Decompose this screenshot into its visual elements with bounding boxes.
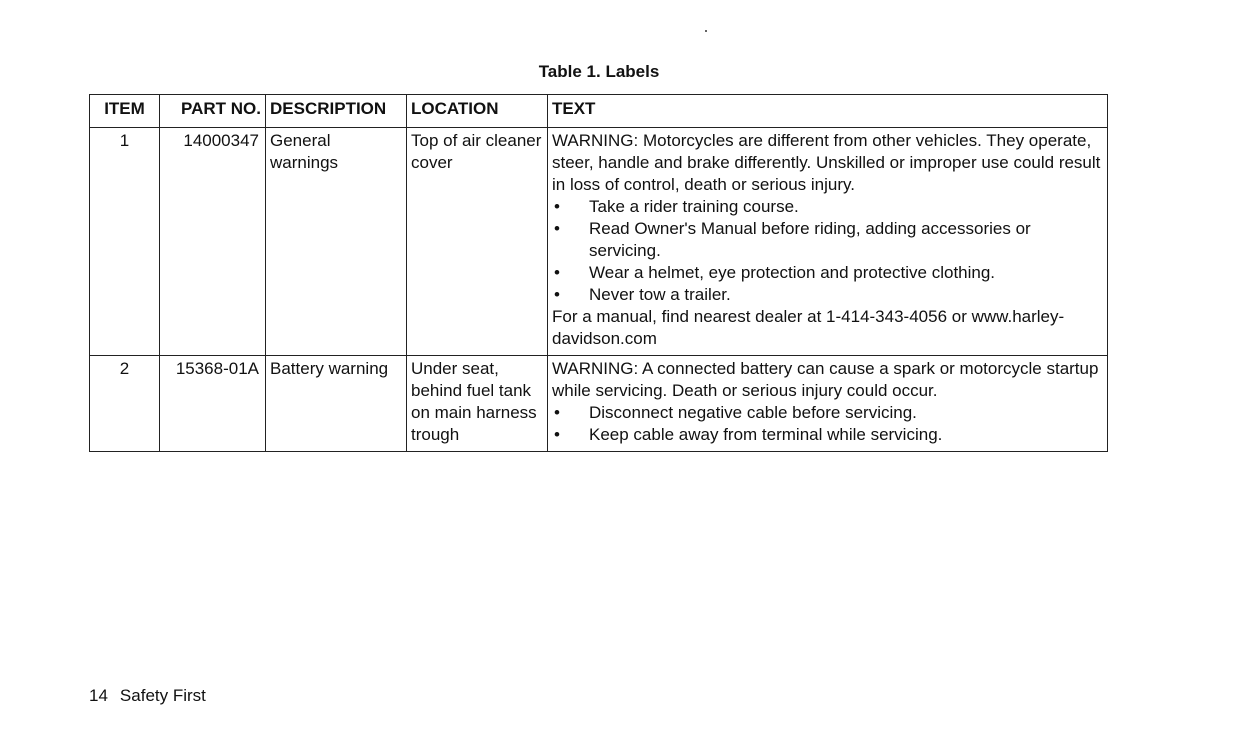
labels-table: [89, 94, 1108, 452]
closing-text: For a manual, find nearest dealer at 1-414-343-4056 or www.harley-davidson.com: [552, 307, 1065, 348]
table-header-row: [90, 95, 1108, 128]
cell-item: 2: [90, 356, 160, 452]
cell-text: [548, 128, 1108, 356]
header-location: LOCATION: [407, 95, 548, 128]
header-part-no: PART NO.: [160, 95, 266, 128]
header-text: TEXT: [548, 95, 1108, 128]
page-footer: [89, 686, 206, 706]
list-item: [552, 402, 1103, 424]
list-item: [552, 218, 1103, 262]
list-item: [552, 424, 1103, 446]
scan-speck: [705, 30, 707, 32]
header-description: DESCRIPTION: [266, 95, 407, 128]
table-row: [90, 356, 1108, 452]
list-item: [552, 262, 1103, 284]
cell-location: Top of air cleaner cover: [407, 128, 548, 356]
cell-text: [548, 356, 1108, 452]
bullet-icon: •: [554, 197, 560, 216]
bullet-icon: •: [554, 285, 560, 304]
bullet-text: Never tow a trailer.: [589, 285, 731, 304]
bullet-text: Keep cable away from terminal while servicing.: [589, 425, 943, 444]
cell-item: 1: [90, 128, 160, 356]
cell-description: General warnings: [266, 128, 407, 356]
section-title: Safety First: [119, 686, 206, 705]
warning-bullet-list: [552, 402, 1103, 446]
warning-bullet-list: [552, 196, 1103, 306]
bullet-text: Read Owner's Manual before riding, adding accessories or servicing.: [589, 219, 1031, 260]
list-item: [552, 196, 1103, 218]
warning-text: WARNING: A connected battery can cause a spark or motorcycle startup while servicing. Death or serious injury could occur.: [552, 359, 1099, 400]
bullet-icon: •: [554, 219, 560, 238]
page-number: 14: [89, 686, 108, 705]
bullet-icon: •: [554, 403, 560, 422]
cell-part-no: 14000347: [160, 128, 266, 356]
bullet-text: Take a rider training course.: [589, 197, 799, 216]
cell-description: Battery warning: [266, 356, 407, 452]
bullet-icon: •: [554, 263, 560, 282]
cell-location: Under seat, behind fuel tank on main harness trough: [407, 356, 548, 452]
table-title: Table 1. Labels: [538, 62, 660, 81]
warning-text: WARNING: Motorcycles are different from other vehicles. They operate, steer, handle and brake differently. Unskilled or improper use could result in loss of control, death or serious injury.: [552, 131, 1101, 194]
cell-part-no: 15368-01A: [160, 356, 266, 452]
header-item: ITEM: [90, 95, 160, 128]
bullet-text: Disconnect negative cable before servicing.: [589, 403, 917, 422]
bullet-text: Wear a helmet, eye protection and protective clothing.: [589, 263, 996, 282]
table-row: [90, 128, 1108, 356]
bullet-icon: •: [554, 425, 560, 444]
list-item: [552, 284, 1103, 306]
